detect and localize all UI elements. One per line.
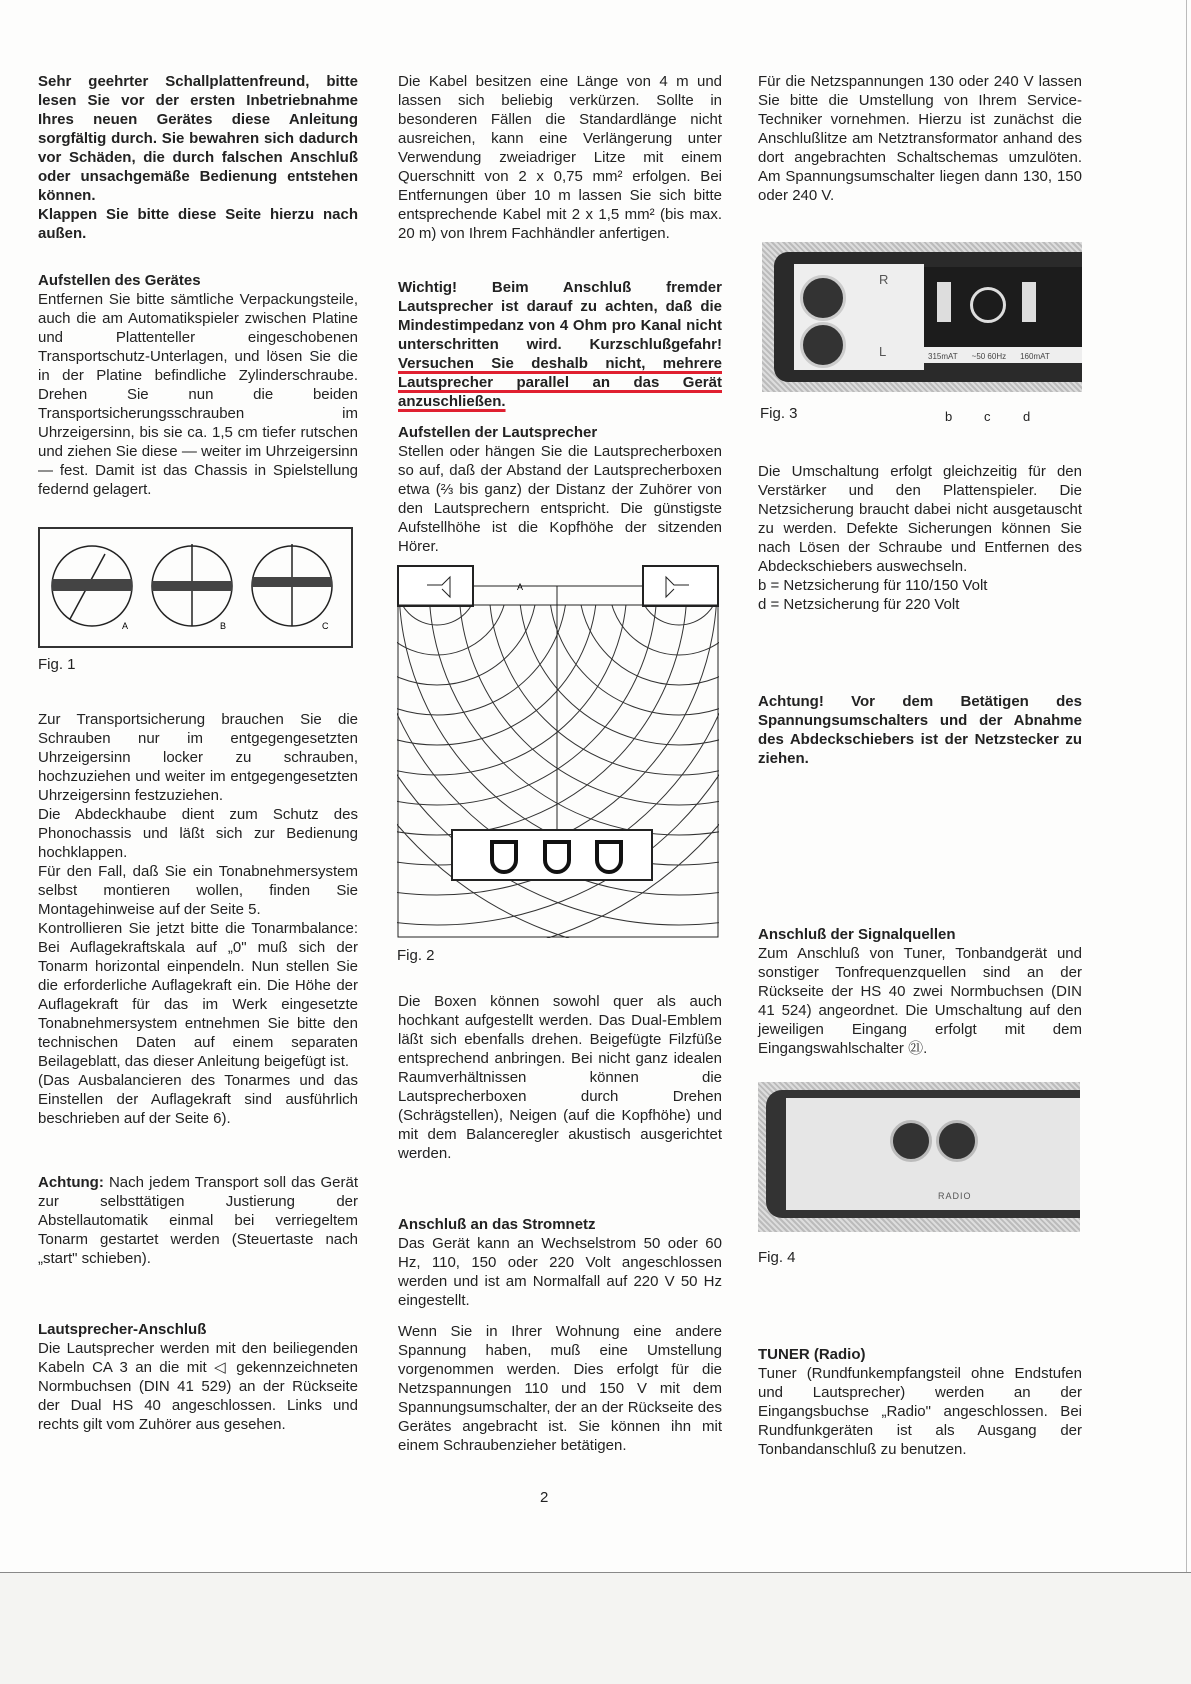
intro-paragraph: Sehr geehrter Schallplattenfreund, bitte lesen Sie vor der ersten Inbetriebnahme Ihres neuen Gerätes diese Anleitung sorgfältig durch. Sie bewahren sich dadurch vor Schäden, die durch falschen Anschluß oder unsachgemäße Bedienung entstehen können. <box>38 73 358 204</box>
section-heading: Lautsprecher-Anschluß <box>38 1321 207 1338</box>
fig2-caption: Fig. 2 <box>397 947 435 964</box>
fig2-label-a: A <box>517 582 524 592</box>
voltage-selector <box>970 287 1006 323</box>
fig1-label-c: C <box>322 621 329 631</box>
placement-paragraph: Stellen oder hängen Sie die Lautsprecherboxen so auf, daß der Abstand der Lautsprecherboxen etwa (⅔ bis ganz) der Distanz der Zuhörer von den Lautsprechern entspricht. Die günstigste Aufstellhöhe ist die Kopfhöhe der sitzenden Hörer. <box>398 443 722 555</box>
warning-note <box>398 278 722 411</box>
transport-screw-illustration <box>40 529 351 646</box>
paragraph: Zur Transportsicherung brauchen Sie die Schrauben nur im entgegengesetzten Uhrzeigersinn locker zu schrauben, hochzuziehen und weiter im entgegengesetzten Uhrzeigersinn festzuziehen. <box>38 711 358 804</box>
signal-section <box>758 925 1082 1058</box>
fuse1-rating: 315mAT <box>928 352 958 361</box>
warning-text: Wichtig! Beim Anschluß fremder Lautsprecher ist darauf zu achten, daß die Mindestimpedanz von 4 Ohm pro Kanal nicht unterschritten wird. Kurzschlußgefahr! <box>398 279 722 353</box>
speaker-paragraph: Die Lautsprecher werden mit den beiliegenden Kabeln CA 3 an die mit ◁ gekennzeichneten Normbuchsen (DIN 41 529) an der Rückseite der Dual HS 40 angeschlossen. Links und rechts gilt vom Zuhörer aus gesehen. <box>38 1340 358 1433</box>
scan-edge-line <box>1186 0 1187 1572</box>
paragraph: Die Abdeckhaube dient zum Schutz des Phonochassis und läßt sich zur Bedienung hochklappen. <box>38 806 358 861</box>
figure-1 <box>38 527 353 648</box>
power-section <box>398 1215 722 1310</box>
tuner-section <box>758 1345 1082 1459</box>
fig1-label-b: B <box>220 621 227 631</box>
switch-section <box>758 462 1082 614</box>
switch-paragraph: Die Umschaltung erfolgt gleichzeitig für den Verstärker und den Plattenspieler. Die Netzsicherung braucht dabei nicht ausgetauscht zu werden. Defekte Sicherungen können Sie nach Lösen der Schraube und Entfernen des Abdeckschiebers auswechseln. <box>758 463 1082 575</box>
mains-paragraph: Für die Netzspannungen 130 oder 240 V lassen Sie bitte die Umstellung von Ihrem Service-Techniker vornehmen. Hierzu ist zunächst die Anschlußlitze am Netztransformator anhand des dort angebrachten Schaltschemas umzulöten. Am Spannungsumschalter liegen dann 130, 150 oder 240 V. <box>758 73 1082 204</box>
frequency-label: ~50 60Hz <box>971 352 1007 361</box>
fuse-d-legend: d = Netzsicherung für 220 Volt <box>758 596 960 613</box>
signal-paragraph: Zum Anschluß von Tuner, Tonbandgerät und sonstiger Tonfrequenzquellen sind an der Rückseite der HS 40 zwei Normbuchsen (DIN 41 524) angeordnet. Die Umschaltung auf den jeweiligen Eingang erfolgt mit dem Eingangswahlschalter ㉑. <box>758 945 1082 1057</box>
power-paragraph: Das Gerät kann an Wechselstrom 50 oder 60 Hz, 110, 150 oder 220 Volt angeschlossen werden und ist am Normalfall auf 220 V 50 Hz eingestellt. <box>398 1235 722 1309</box>
section-heading: Aufstellen der Lautsprecher <box>398 424 598 441</box>
fuse-d <box>1022 282 1036 322</box>
voltage-paragraph: Wenn Sie in Ihrer Wohnung eine andere Spannung haben, muß eine Umstellung vorgenommen werden. Dies erfolgt für die Netzspannungen 110 und 150 V mit dem Spannungsumschalter, der an der Rückseite des Gerätes angebracht ist. Sie können ihn mit einem Schraubenzieher betätigen. <box>398 1323 722 1454</box>
page-number: 2 <box>540 1489 549 1506</box>
section-heading: Anschluß an das Stromnetz <box>398 1216 596 1233</box>
setup-paragraph: Entfernen Sie bitte sämtliche Verpackungsteile, auch die am Automatikspieler zwischen Platine und Plattenteller eingeschobenen Transportschutz-Unterlagen, und lösen Sie die in der Platine befindliche Zylinderschraube. Drehen Sie nun die beiden Transportsicherungsschrauben im Uhrzeigersinn, bis sie ca. 1,5 cm tiefer rutschen und ziehen Sie diese — weiter im Uhrzeigersinn — fest. Damit ist das Chassis in Spielstellung federnd gelagert. <box>38 291 358 498</box>
fig3-caption: Fig. 3 <box>760 405 798 422</box>
figure-4-photo <box>758 1082 1080 1232</box>
achtung-warning: Achtung! Vor dem Betätigen des Spannungsumschalters und der Abnahme des Abdeckschiebers ist der Netzstecker zu ziehen. <box>758 693 1082 767</box>
paragraph: Kontrollieren Sie jetzt bitte die Tonarmbalance: Bei Auflagekraftskala auf „0" muß sich der Tonarm horizontal einpendeln. Nun stellen Sie die erforderliche Auflagekraft ein. Die Höhe der Auflagekraft für das im Werk eingesetzte Tonabnehmersystem entnehmen Sie bitte den technischen Daten auf einem separaten Beilageblatt, das dieser Anleitung beigefügt ist. <box>38 920 358 1070</box>
achtung-label: Achtung: <box>38 1174 104 1191</box>
fuse2-rating: 160mAT <box>1020 352 1050 361</box>
fig1-label-a: A <box>122 621 129 631</box>
fuse-b <box>937 282 951 322</box>
figure-2 <box>397 565 719 938</box>
fig4-caption: Fig. 4 <box>758 1249 796 1266</box>
section-heading: Aufstellen des Gerätes <box>38 272 201 289</box>
radio-input-label: RADIO <box>938 1191 972 1201</box>
marker-d: d <box>1023 409 1031 424</box>
transport-section <box>38 710 358 1128</box>
fig1-caption: Fig. 1 <box>38 656 76 673</box>
right-channel-label: R <box>879 272 889 287</box>
section-heading: TUNER (Radio) <box>758 1346 866 1363</box>
boxes-paragraph: Die Boxen können sowohl quer als auch hochkant aufgestellt werden. Das Dual-Emblem läßt sich ebenfalls drehen. Beigefügte Filzfüße entsprechend anbringen. Bei nicht ganz idealen Raumverhältnissen können die Lautsprecherboxen durch Drehen (Schrägstellen), Neigen (auf die Kopfhöhe) und mit dem Balanceregler akustisch ausgerichtet werden. <box>398 993 722 1162</box>
speaker-connection-section <box>38 1320 358 1434</box>
fuse-b-legend: b = Netzsicherung für 110/150 Volt <box>758 577 988 594</box>
achtung-text: Nach jedem Transport soll das Gerät zur selbsttätigen Justierung der Abstellautomatik einmal bei verriegeltem Tonarm gestartet werden (Steuertaste nach „start" schieben). <box>38 1174 358 1267</box>
speaker-placement-section <box>398 423 722 556</box>
setup-section <box>38 271 358 499</box>
achtung-note <box>38 1173 358 1268</box>
warning-underlined: Versuchen Sie deshalb nicht, mehrere Lautsprecher parallel an das Gerät anzuschließen. <box>398 355 722 410</box>
marker-b: b <box>945 409 953 424</box>
figure-3-photo <box>762 242 1082 392</box>
paragraph: Für den Fall, daß Sie ein Tonabnehmersystem selbst montieren wollen, finden Sie Montagehinweise auf der Seite 5. <box>38 863 358 918</box>
tuner-paragraph: Tuner (Rundfunkempfangsteil ohne Endstufen und Lautsprecher) werden an der Eingangsbuchse „Radio" angeschlossen. Bei Rundfunkgeräten ist als Ausgang der Tonbandanschluß zu benutzen. <box>758 1365 1082 1458</box>
intro-text <box>38 72 358 243</box>
intro-instruction: Klappen Sie bitte diese Seite hierzu nach außen. <box>38 206 358 242</box>
cable-paragraph: Die Kabel besitzen eine Länge von 4 m und lassen sich beliebig verkürzen. Sollte in besonderen Fällen die Standardlänge nicht ausreichen, kann eine Verlängerung unter Verwendung zweiadriger Litze mit einem Querschnitt von 2 x 0,75 mm² erfolgen. Bei Entfernungen über 10 m lassen Sie sich bitte entsprechende Kabel mit 2 x 1,5 mm² (bis max. 20 m) von Ihrem Fachhändler anfertigen. <box>398 73 722 242</box>
left-channel-label: L <box>879 344 887 359</box>
scan-margin <box>0 1572 1191 1684</box>
section-heading: Anschluß der Signalquellen <box>758 926 956 943</box>
paragraph: (Das Ausbalancieren des Tonarmes und das Einstellen der Auflagekraft sind ausführlich beschrieben auf der Seite 6). <box>38 1072 358 1127</box>
marker-c: c <box>984 409 991 424</box>
speaker-placement-diagram <box>397 565 719 938</box>
